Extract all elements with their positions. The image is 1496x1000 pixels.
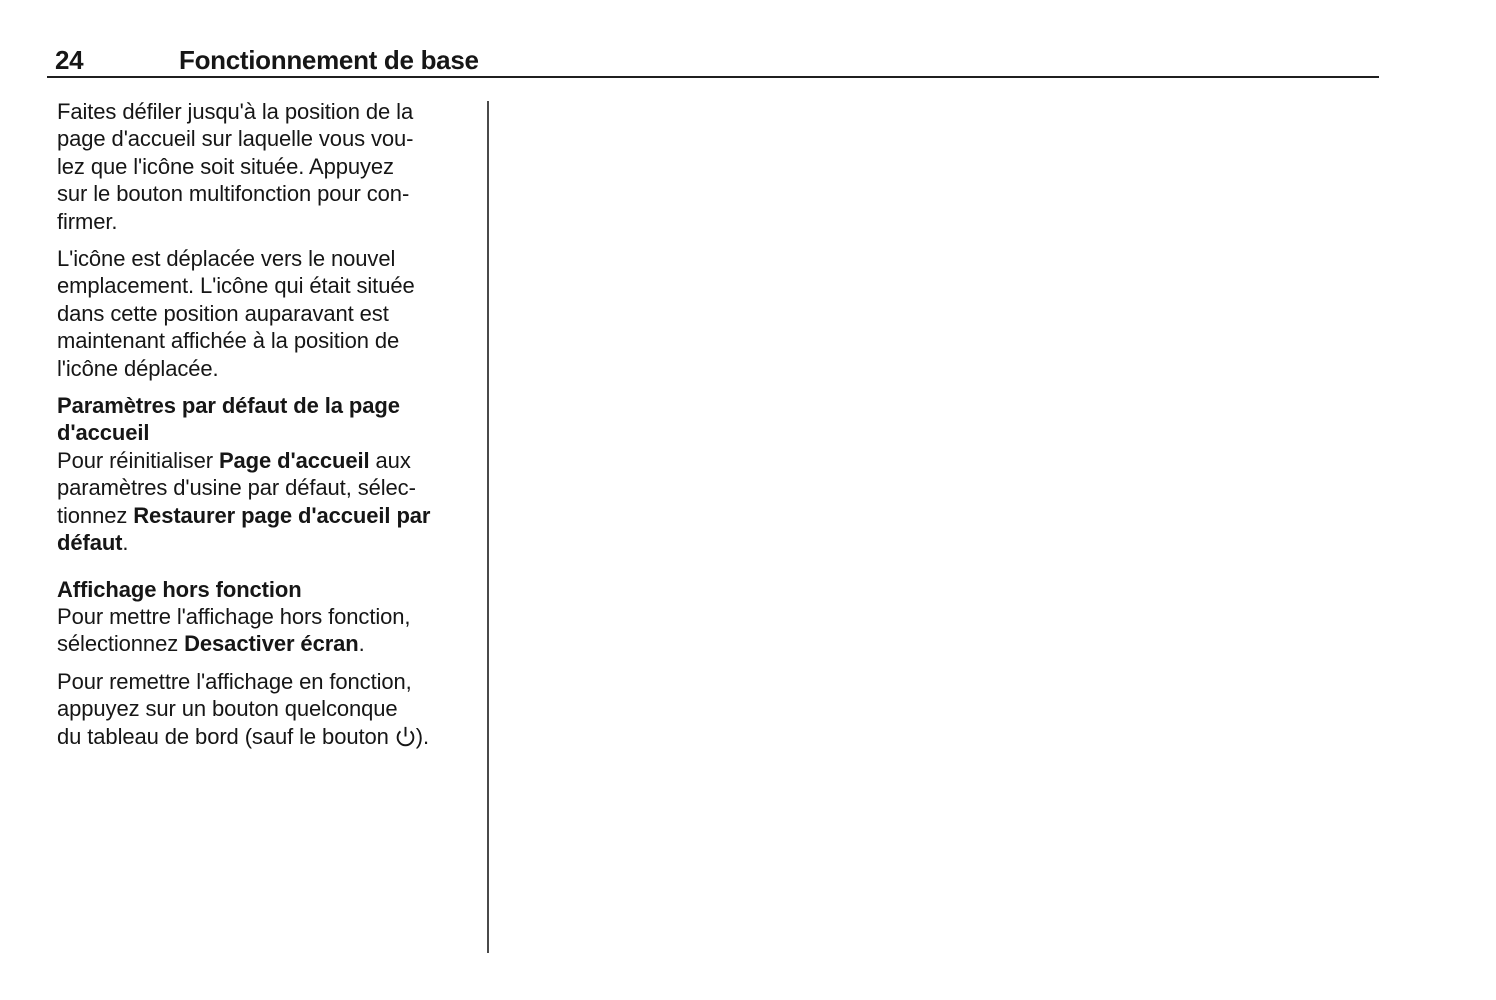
text-line (57, 723, 477, 750)
text-line: Faites défiler jusqu'à la position de la (57, 99, 414, 124)
text-line: paramètres d'usine par défaut, sélec- (57, 475, 416, 501)
text-line: Pour remettre l'affichage en fonction, (57, 668, 412, 694)
text-line: maintenant affichée à la position de (57, 328, 400, 354)
menu-item-name: défaut (57, 530, 123, 556)
paragraph-icon-moved (57, 245, 477, 382)
text-line: d'accueil (57, 420, 150, 446)
section-heading-display-off (57, 567, 477, 603)
text-segment: ). (415, 723, 430, 749)
menu-item-name: Desactiver écran (184, 631, 359, 657)
text-line (57, 529, 477, 556)
text-line: firmer. (57, 208, 118, 234)
text-column (57, 98, 477, 760)
text-segment: aux (369, 447, 411, 473)
text-line: lez que l'icône soit située. Appuyez (57, 153, 394, 179)
section-heading-default-settings (57, 392, 477, 447)
text-line: Paramètres par défaut de la page (57, 393, 400, 419)
paragraph-turn-display-off (57, 603, 477, 658)
chapter-title: Fonctionnement de base (179, 45, 479, 75)
text-line: page d'accueil sur laquelle vous vou- (57, 126, 414, 152)
text-line (57, 447, 477, 474)
text-line: sur le bouton multifonction pour con- (57, 181, 410, 207)
paragraph-reset-homepage (57, 447, 477, 557)
page-number: 24 (55, 45, 84, 75)
text-line (57, 502, 477, 529)
text-line: dans cette position auparavant est (57, 300, 389, 326)
text-line: Affichage hors fonction (57, 576, 302, 602)
text-line: L'icône est déplacée vers le nouvel (57, 246, 396, 272)
power-icon (395, 725, 416, 748)
text-segment: . (122, 530, 129, 556)
text-segment: du tableau de bord (sauf le bouton (57, 723, 395, 749)
column-divider (487, 101, 489, 953)
text-line: l'icône déplacée. (57, 355, 219, 381)
menu-item-name: Restaurer page d'accueil par (133, 502, 431, 528)
text-segment: Pour réinitialiser (57, 447, 219, 473)
paragraph-turn-display-on (57, 668, 477, 750)
header-rule (47, 76, 1379, 78)
text-segment: sélectionnez (57, 631, 185, 657)
text-segment: . (358, 631, 365, 657)
paragraph-scroll-instructions (57, 98, 477, 235)
text-line (57, 630, 477, 657)
text-segment: tionnez (57, 502, 134, 528)
menu-item-name: Page d'accueil (218, 447, 370, 473)
text-line: emplacement. L'icône qui était située (57, 273, 415, 299)
text-line: appuyez sur un bouton quelconque (57, 696, 398, 722)
text-line: Pour mettre l'affichage hors fonction, (57, 603, 411, 629)
